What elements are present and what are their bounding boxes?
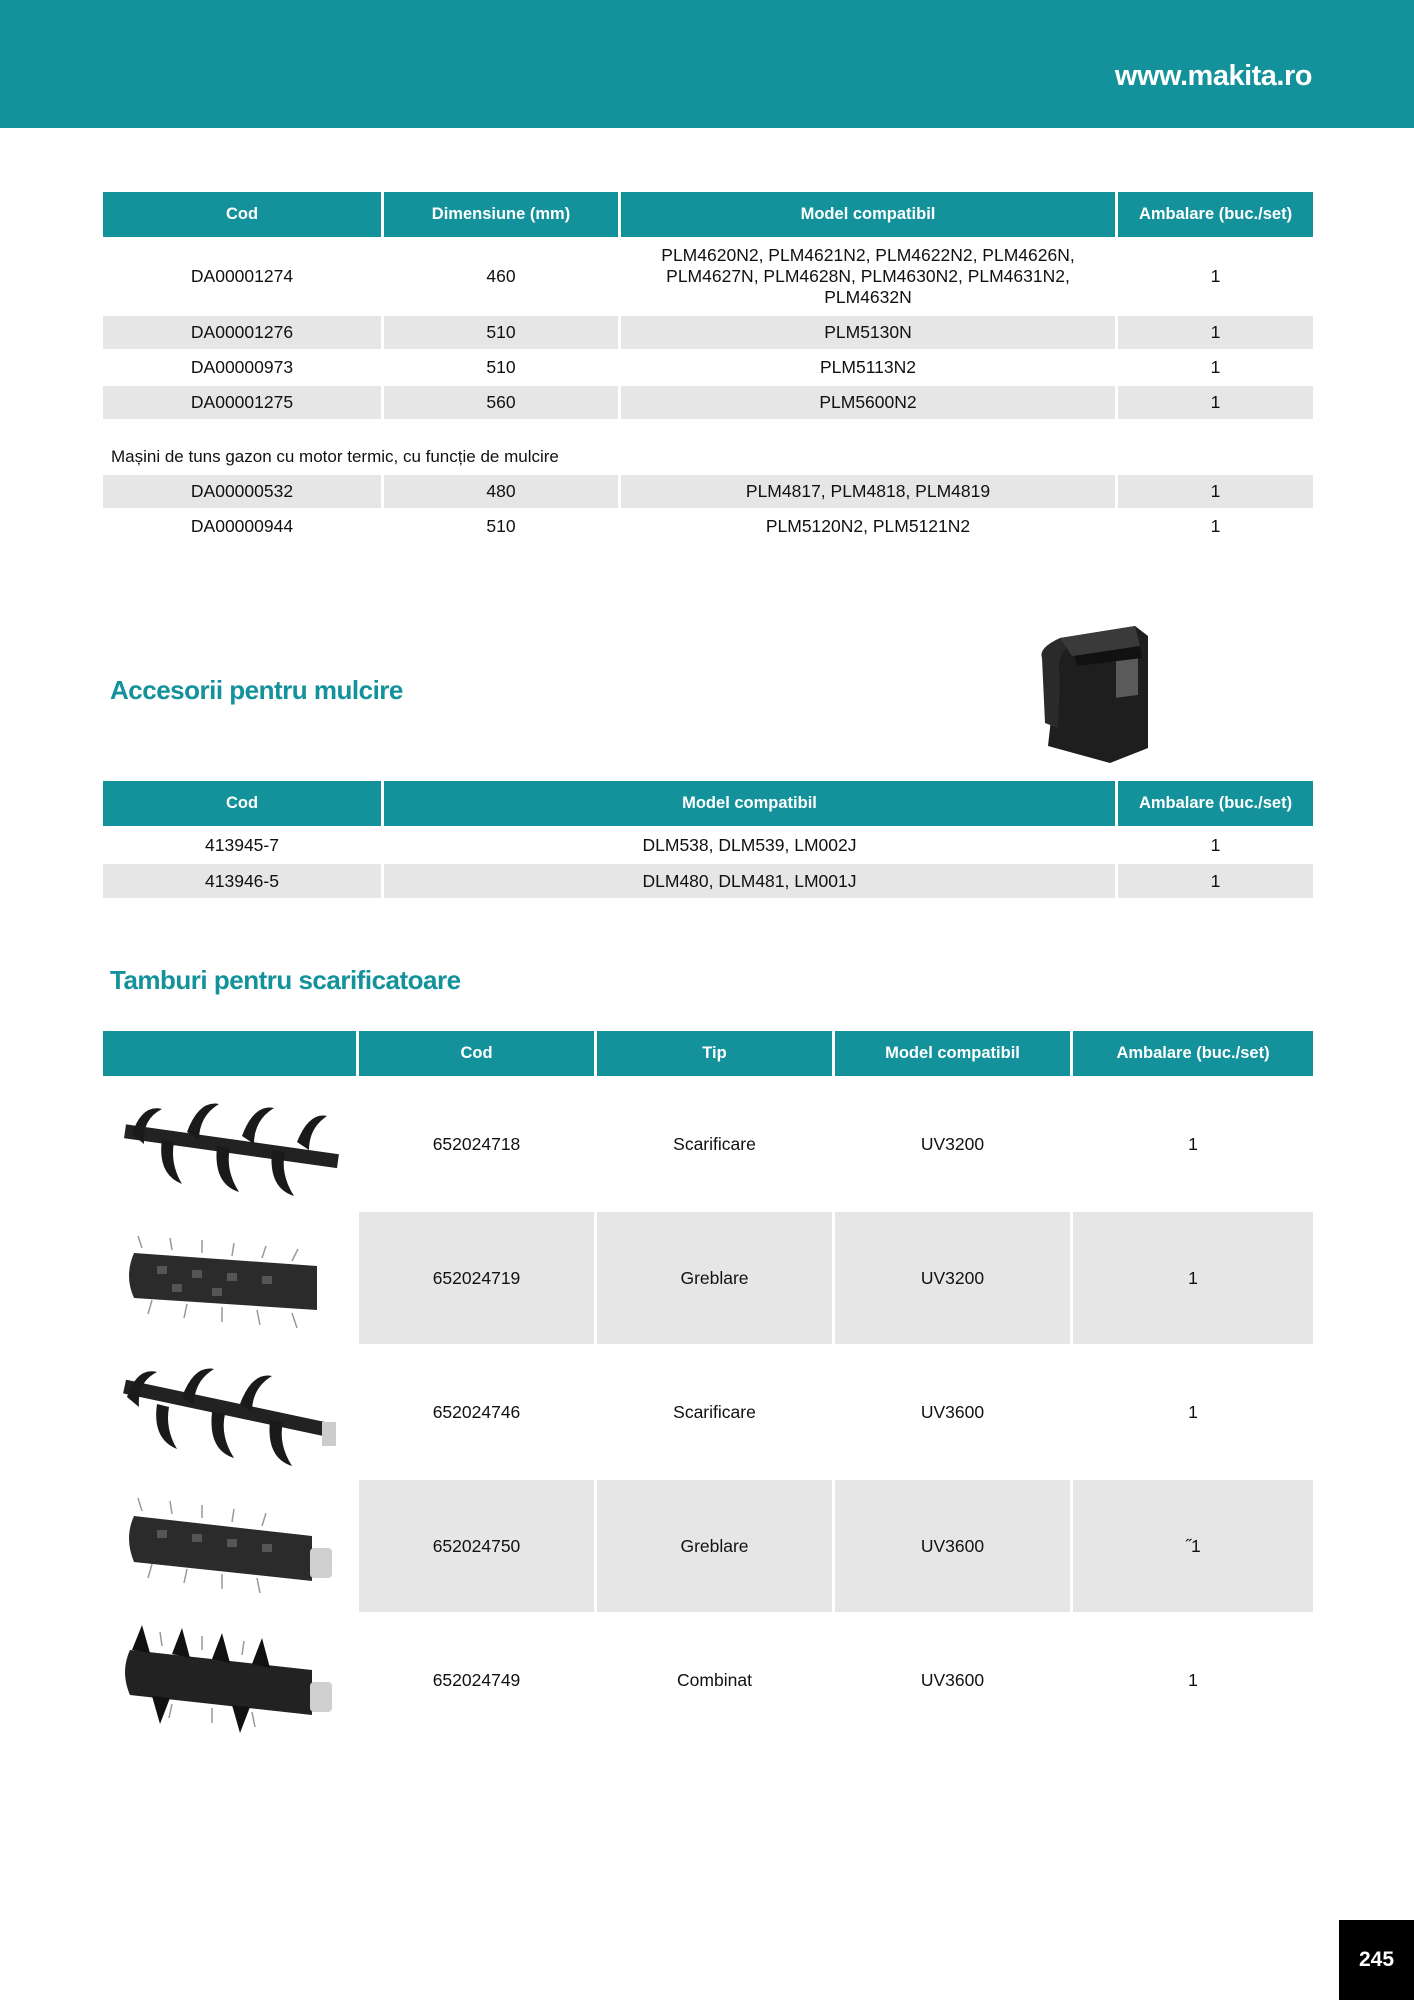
table-row — [103, 1210, 1313, 1344]
cell-ambalare: 1 — [1118, 862, 1313, 898]
site-url[interactable]: www.makita.ro — [1114, 60, 1312, 92]
cell-cod: DA00000532 — [103, 473, 384, 508]
cell-ambalare: 1 — [1118, 349, 1313, 384]
col-header-ambalare: Ambalare (buc./set) — [1118, 781, 1313, 826]
table-row — [103, 1076, 1313, 1210]
cell-ambalare: 1 — [1118, 237, 1313, 314]
table-row — [103, 473, 1313, 508]
cell-cod: DA00001276 — [103, 314, 384, 349]
cell-dimensiune: 510 — [384, 314, 621, 349]
cell-cod: 652024749 — [359, 1612, 597, 1746]
cell-model: UV3600 — [835, 1344, 1073, 1478]
table-row — [103, 1344, 1313, 1478]
table-row — [103, 314, 1313, 349]
col-header-cod: Cod — [359, 1031, 597, 1076]
cell-cod: DA00001275 — [103, 384, 384, 419]
table-row — [103, 862, 1313, 898]
cell-cod: 652024718 — [359, 1076, 597, 1210]
cell-dimensiune: 510 — [384, 349, 621, 384]
section-label: Mașini de tuns gazon cu motor termic, cu funcție de mulcire — [103, 419, 1313, 473]
cell-cod: 652024750 — [359, 1478, 597, 1612]
combined-drum-icon — [112, 1620, 348, 1740]
cell-model: UV3200 — [835, 1076, 1073, 1210]
col-header-image — [103, 1031, 359, 1076]
col-header-model: Model compatibil — [384, 781, 1118, 826]
col-header-ambalare: Ambalare (buc./set) — [1118, 192, 1313, 237]
drum-image-cell — [103, 1478, 359, 1612]
cell-tip: Greblare — [597, 1478, 835, 1612]
cell-tip: Scarificare — [597, 1344, 835, 1478]
cell-model: DLM480, DLM481, LM001J — [384, 862, 1118, 898]
col-header-dimensiune: Dimensiune (mm) — [384, 192, 621, 237]
cell-cod: DA00001274 — [103, 237, 384, 314]
cell-cod: 413945-7 — [103, 826, 384, 862]
mulching-plug-icon — [1030, 618, 1150, 763]
cell-model: PLM4620N2, PLM4621N2, PLM4622N2, PLM4626N, PLM4627N, PLM4628N, PLM4630N2, PLM4631N2, PLM4632N — [621, 237, 1118, 314]
cell-dimensiune: 480 — [384, 473, 621, 508]
cell-ambalare: 1 — [1118, 473, 1313, 508]
cell-cod: 413946-5 — [103, 862, 384, 898]
cell-cod: 652024746 — [359, 1344, 597, 1478]
cell-cod: DA00000973 — [103, 349, 384, 384]
drum-table — [103, 1031, 1313, 1746]
cell-model: PLM5113N2 — [621, 349, 1118, 384]
cell-ambalare: ˝1 — [1073, 1478, 1313, 1612]
drum-image-cell — [103, 1612, 359, 1746]
cell-ambalare: 1 — [1073, 1344, 1313, 1478]
cell-model: UV3600 — [835, 1612, 1073, 1746]
table-row — [103, 826, 1313, 862]
cell-cod: 652024719 — [359, 1210, 597, 1344]
col-header-model: Model compatibil — [835, 1031, 1073, 1076]
cell-dimensiune: 510 — [384, 508, 621, 543]
table-row — [103, 237, 1313, 314]
cell-tip: Combinat — [597, 1612, 835, 1746]
cell-dimensiune: 460 — [384, 237, 621, 314]
rake-drum-icon — [112, 1218, 348, 1338]
cell-dimensiune: 560 — [384, 384, 621, 419]
rake-drum-icon — [112, 1486, 348, 1606]
cell-ambalare: 1 — [1118, 384, 1313, 419]
scarifier-drum-icon — [112, 1352, 348, 1472]
table-row — [103, 349, 1313, 384]
cell-model: UV3600 — [835, 1478, 1073, 1612]
cell-model: DLM538, DLM539, LM002J — [384, 826, 1118, 862]
col-header-tip: Tip — [597, 1031, 835, 1076]
section-title-drums: Tamburi pentru scarificatoare — [110, 965, 461, 995]
table-row — [103, 1478, 1313, 1612]
page-number: 245 — [1339, 1920, 1414, 2000]
scarifier-drum-icon — [112, 1084, 348, 1204]
cell-cod: DA00000944 — [103, 508, 384, 543]
cell-tip: Scarificare — [597, 1076, 835, 1210]
mulching-table — [103, 781, 1313, 898]
table-row — [103, 1612, 1313, 1746]
cell-tip: Greblare — [597, 1210, 835, 1344]
section-label-row — [103, 419, 1313, 473]
blade-table — [103, 192, 1313, 543]
cell-ambalare: 1 — [1073, 1612, 1313, 1746]
drum-image-cell — [103, 1344, 359, 1478]
cell-ambalare: 1 — [1073, 1076, 1313, 1210]
drum-image-cell — [103, 1210, 359, 1344]
col-header-model: Model compatibil — [621, 192, 1118, 237]
col-header-ambalare: Ambalare (buc./set) — [1073, 1031, 1313, 1076]
cell-model: PLM4817, PLM4818, PLM4819 — [621, 473, 1118, 508]
col-header-cod: Cod — [103, 192, 384, 237]
cell-model: UV3200 — [835, 1210, 1073, 1344]
drum-image-cell — [103, 1076, 359, 1210]
cell-ambalare: 1 — [1073, 1210, 1313, 1344]
section-title-mulching: Accesorii pentru mulcire — [110, 675, 403, 705]
table-row — [103, 508, 1313, 543]
cell-model: PLM5600N2 — [621, 384, 1118, 419]
header-bar — [0, 0, 1414, 128]
col-header-cod: Cod — [103, 781, 384, 826]
cell-model: PLM5130N — [621, 314, 1118, 349]
cell-model: PLM5120N2, PLM5121N2 — [621, 508, 1118, 543]
cell-ambalare: 1 — [1118, 508, 1313, 543]
table-row — [103, 384, 1313, 419]
cell-ambalare: 1 — [1118, 826, 1313, 862]
cell-ambalare: 1 — [1118, 314, 1313, 349]
